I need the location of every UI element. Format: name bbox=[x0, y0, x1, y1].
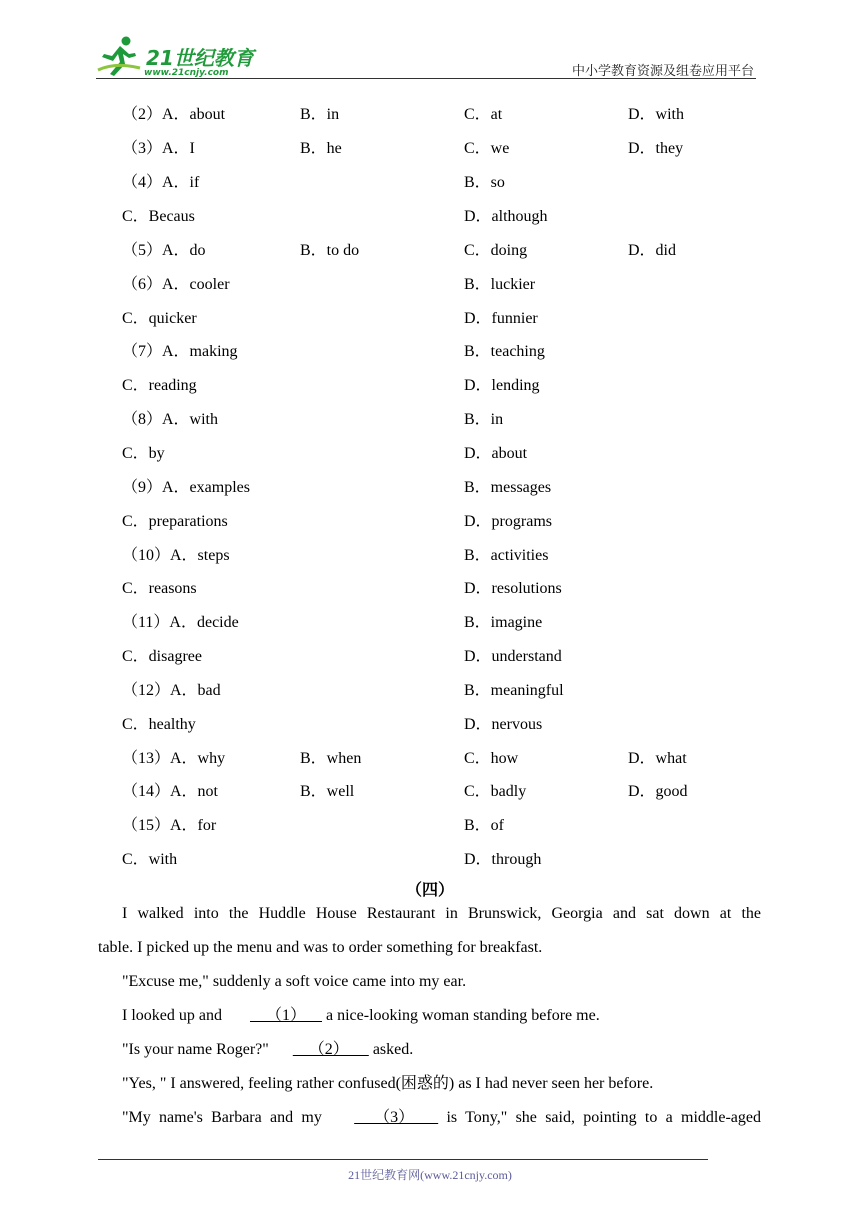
option-item: （15）A．for bbox=[122, 817, 217, 834]
option-item: D．about bbox=[464, 445, 528, 462]
platform-title: 中小学教育资源及组卷应用平台 bbox=[571, 63, 754, 78]
option-item: C．doing bbox=[464, 242, 528, 259]
header-divider bbox=[96, 78, 756, 79]
option-item: B．when bbox=[300, 750, 362, 767]
option-item: C．preparations bbox=[122, 513, 228, 530]
logo bbox=[96, 34, 266, 78]
footer-text: 21世纪教育网(www.21cnjy.com) bbox=[348, 1168, 512, 1182]
passage-paragraph-4: "Is your name Roger?" （2） asked. bbox=[98, 1033, 761, 1067]
option-item: （10）A．steps bbox=[122, 547, 230, 564]
option-item: C．reading bbox=[122, 377, 197, 394]
option-item: D．did bbox=[628, 242, 677, 259]
passage-paragraph-6: "My name's Barbara and my （3） is Tony," she said, pointing to a middle-aged bbox=[98, 1101, 761, 1135]
option-item: D．resolutions bbox=[464, 580, 562, 597]
passage-paragraph-3: I looked up and （1） a nice-looking woman standing before me. bbox=[98, 999, 761, 1033]
option-item: （4）A．if bbox=[122, 174, 200, 191]
runner-logo-icon bbox=[96, 34, 146, 78]
option-item: D．through bbox=[464, 851, 542, 868]
option-item: D．lending bbox=[464, 377, 540, 394]
option-item: （2）A．about bbox=[122, 106, 226, 123]
option-item: B．well bbox=[300, 783, 355, 800]
option-item: C．with bbox=[122, 851, 178, 868]
option-item: D．understand bbox=[464, 648, 562, 665]
option-item: B．messages bbox=[464, 479, 552, 496]
option-item: （7）A．making bbox=[122, 343, 238, 360]
blank-1: （1） bbox=[249, 1007, 322, 1024]
blank-2: （2） bbox=[292, 1041, 369, 1058]
option-item: D．although bbox=[464, 208, 548, 225]
option-item: （9）A．examples bbox=[122, 479, 250, 496]
option-item: C．healthy bbox=[122, 716, 196, 733]
option-item: （11）A．decide bbox=[122, 614, 239, 631]
option-item: B．to do bbox=[300, 242, 360, 259]
option-item: B．of bbox=[464, 817, 505, 834]
option-item: D．funnier bbox=[464, 310, 538, 327]
option-item: （8）A．with bbox=[122, 411, 219, 428]
option-item: C．quicker bbox=[122, 310, 197, 327]
option-item: B．teaching bbox=[464, 343, 545, 360]
blank-3: （3） bbox=[354, 1109, 439, 1126]
section-title: （四） bbox=[405, 882, 454, 899]
option-item: D．nervous bbox=[464, 716, 543, 733]
passage-paragraph-1-line-1: I walked into the Huddle House Restaurant in Brunswick, Georgia and sat down at the bbox=[122, 905, 761, 922]
option-item: （14）A．not bbox=[122, 783, 219, 800]
passage-paragraph-1-line-2: table. I picked up the menu and was to order something for breakfast. bbox=[98, 939, 543, 956]
option-item: （3）A．I bbox=[122, 140, 195, 157]
option-item: （5）A．do bbox=[122, 242, 206, 259]
option-item: B．so bbox=[464, 174, 505, 191]
passage-paragraph-5: "Yes, " I answered, feeling rather confused(困惑的) as I had never seen her before. bbox=[122, 1075, 654, 1092]
option-item: B．in bbox=[300, 106, 340, 123]
footer-divider bbox=[98, 1159, 708, 1160]
option-item: C．at bbox=[464, 106, 503, 123]
option-item: （6）A．cooler bbox=[122, 276, 230, 293]
passage-paragraph-2: "Excuse me," suddenly a soft voice came into my ear. bbox=[122, 973, 467, 990]
page-header bbox=[96, 30, 756, 80]
option-item: （12）A．bad bbox=[122, 682, 221, 699]
option-item: D．they bbox=[628, 140, 684, 157]
option-item: C．Becaus bbox=[122, 208, 195, 225]
option-item: D．good bbox=[628, 783, 688, 800]
option-item: C．disagree bbox=[122, 648, 202, 665]
option-item: D．what bbox=[628, 750, 687, 767]
option-item: B．luckier bbox=[464, 276, 536, 293]
option-item: D．with bbox=[628, 106, 685, 123]
logo-url: www.21cnjy.com bbox=[144, 68, 229, 78]
option-item: C．we bbox=[464, 140, 510, 157]
option-item: C．how bbox=[464, 750, 519, 767]
option-item: C．by bbox=[122, 445, 165, 462]
option-item: B．imagine bbox=[464, 614, 543, 631]
option-item: B．in bbox=[464, 411, 504, 428]
logo-text: 21世纪教育 bbox=[146, 46, 254, 70]
option-item: B．meaningful bbox=[464, 682, 564, 699]
option-item: B．activities bbox=[464, 547, 549, 564]
option-item: D．programs bbox=[464, 513, 552, 530]
option-item: C．badly bbox=[464, 783, 527, 800]
option-item: （13）A．why bbox=[122, 750, 226, 767]
option-item: B．he bbox=[300, 140, 342, 157]
option-item: C．reasons bbox=[122, 580, 197, 597]
